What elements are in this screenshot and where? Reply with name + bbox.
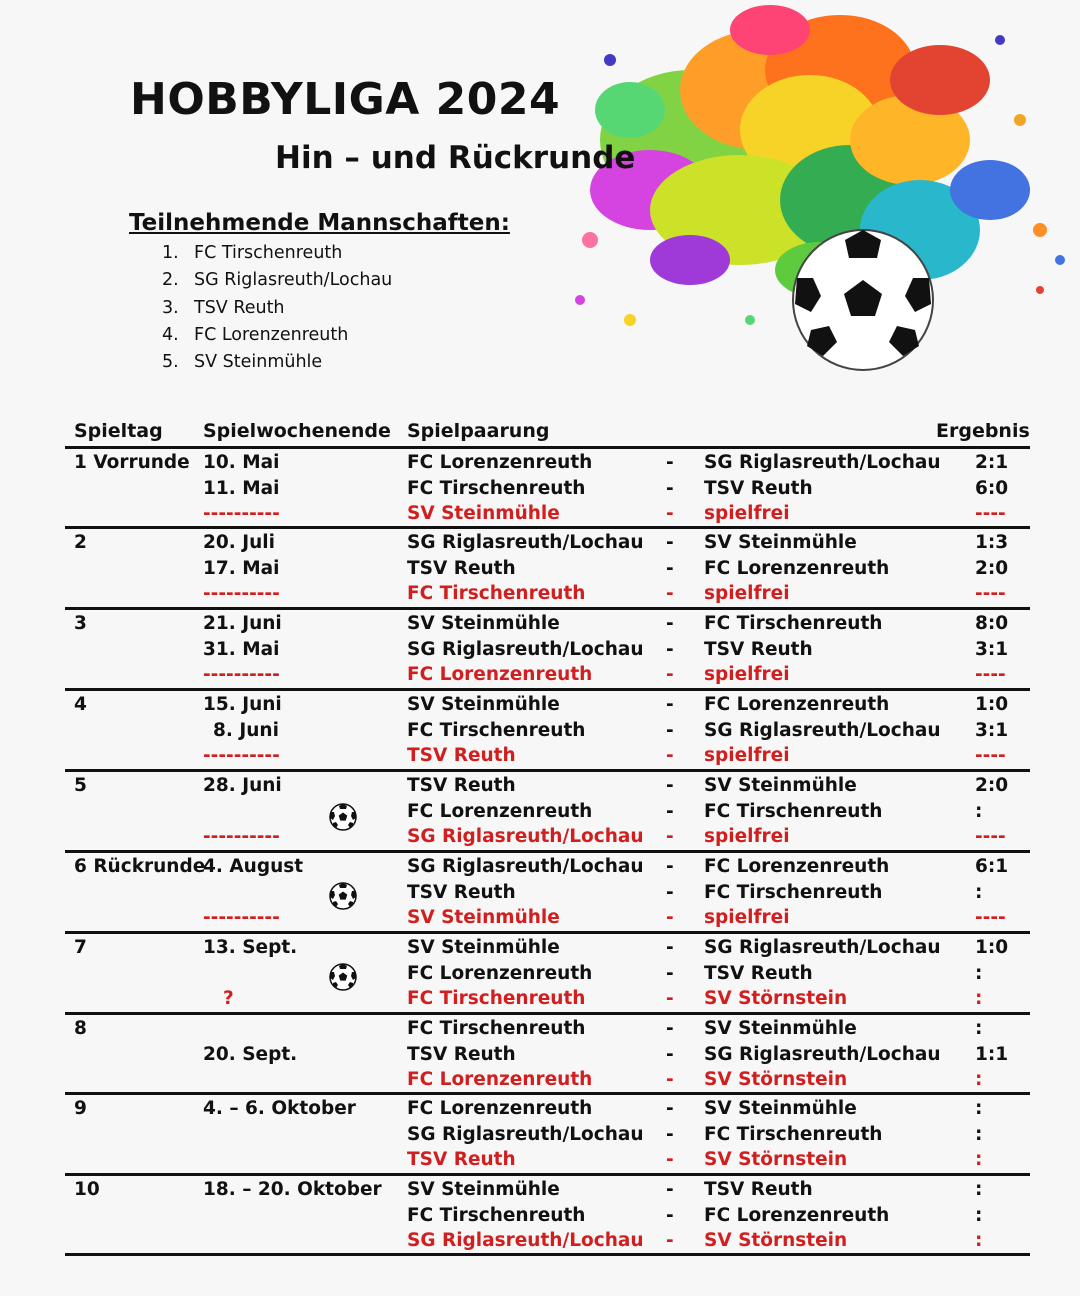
match-result: ---- bbox=[975, 664, 1006, 685]
pairing-separator: - bbox=[666, 775, 674, 796]
header-wochenende: Spielwochenende bbox=[203, 420, 391, 442]
match-date: ? bbox=[223, 988, 234, 1009]
team-name: FC Tirschenreuth bbox=[194, 243, 343, 263]
pairing-separator: - bbox=[666, 583, 674, 604]
match-date: ---------- bbox=[203, 745, 280, 766]
home-team: FC Tirschenreuth bbox=[407, 583, 586, 604]
match-row bbox=[0, 824, 1080, 850]
match-row bbox=[0, 556, 1080, 582]
matchday-block bbox=[0, 1177, 1080, 1255]
match-row bbox=[0, 1147, 1080, 1173]
matchday-block bbox=[0, 935, 1080, 1013]
matchday-block bbox=[0, 692, 1080, 770]
home-team: FC Tirschenreuth bbox=[407, 1204, 586, 1226]
teams-list bbox=[162, 240, 392, 376]
match-result: : bbox=[975, 1230, 983, 1251]
team-item bbox=[162, 349, 392, 376]
matchday-label: 7 bbox=[74, 937, 87, 958]
match-row bbox=[0, 637, 1080, 663]
home-team: TSV Reuth bbox=[407, 1043, 516, 1065]
home-team: FC Tirschenreuth bbox=[407, 988, 586, 1009]
pairing-separator: - bbox=[666, 856, 674, 877]
pairing-separator: - bbox=[666, 962, 674, 984]
pairing-separator: - bbox=[666, 503, 674, 524]
match-row bbox=[0, 880, 1080, 906]
match-row bbox=[0, 662, 1080, 688]
away-team: SG Riglasreuth/Lochau bbox=[704, 452, 941, 473]
home-team: SG Riglasreuth/Lochau bbox=[407, 826, 644, 847]
home-team: TSV Reuth bbox=[407, 881, 516, 903]
away-team: FC Lorenzenreuth bbox=[704, 694, 890, 715]
soccer-ball-icon bbox=[329, 963, 357, 991]
pairing-separator: - bbox=[666, 1179, 674, 1200]
home-team: SV Steinmühle bbox=[407, 907, 560, 928]
match-row bbox=[0, 718, 1080, 744]
pairing-separator: - bbox=[666, 557, 674, 579]
team-number: 2. bbox=[162, 270, 179, 291]
match-result: 3:1 bbox=[975, 719, 1009, 741]
matchday-label: 8 bbox=[74, 1018, 87, 1039]
teams-heading: Teilnehmende Mannschaften: bbox=[129, 210, 510, 236]
match-row bbox=[0, 1228, 1080, 1254]
away-team: spielfrei bbox=[704, 826, 790, 847]
header-spieltag: Spieltag bbox=[74, 420, 163, 442]
pairing-separator: - bbox=[666, 532, 674, 553]
pairing-separator: - bbox=[666, 477, 674, 499]
pairing-separator: - bbox=[666, 800, 674, 822]
away-team: SV Störnstein bbox=[704, 1230, 848, 1251]
match-date: 13. Sept. bbox=[203, 937, 298, 958]
away-team: FC Lorenzenreuth bbox=[704, 557, 890, 579]
team-name: TSV Reuth bbox=[194, 297, 285, 318]
match-date: 15. Juni bbox=[203, 694, 282, 715]
match-row bbox=[0, 1122, 1080, 1148]
pairing-separator: - bbox=[666, 1018, 674, 1039]
soccer-ball-icon bbox=[329, 803, 357, 831]
home-team: FC Lorenzenreuth bbox=[407, 1098, 593, 1119]
team-number: 3. bbox=[162, 297, 179, 318]
match-date: ---------- bbox=[203, 583, 280, 604]
team-number: 1. bbox=[162, 243, 179, 263]
match-date: 11. Mai bbox=[203, 477, 280, 499]
matchday-label: 9 bbox=[74, 1098, 87, 1119]
match-result: ---- bbox=[975, 745, 1006, 766]
table-header bbox=[74, 420, 1034, 446]
away-team: SV Störnstein bbox=[704, 1069, 848, 1090]
home-team: SV Steinmühle bbox=[407, 613, 560, 634]
pairing-separator: - bbox=[666, 1123, 674, 1145]
match-result: : bbox=[975, 1069, 983, 1090]
away-team: SV Störnstein bbox=[704, 988, 848, 1009]
match-row bbox=[0, 743, 1080, 769]
match-result: : bbox=[975, 1018, 983, 1039]
match-date: ---------- bbox=[203, 907, 280, 928]
away-team: SG Riglasreuth/Lochau bbox=[704, 937, 941, 958]
matchday-block bbox=[0, 854, 1080, 932]
page-title: HOBBYLIGA 2024 bbox=[130, 74, 561, 125]
pairing-separator: - bbox=[666, 613, 674, 634]
pairing-separator: - bbox=[666, 937, 674, 958]
match-row bbox=[0, 986, 1080, 1012]
match-result: : bbox=[975, 1098, 983, 1119]
match-result: : bbox=[975, 1149, 983, 1170]
pairing-separator: - bbox=[666, 1204, 674, 1226]
match-result: 2:0 bbox=[975, 557, 1009, 579]
match-result: 2:1 bbox=[975, 452, 1009, 473]
match-date: 20. Juli bbox=[203, 532, 275, 553]
away-team: FC Tirschenreuth bbox=[704, 613, 883, 634]
team-name: SV Steinmühle bbox=[194, 352, 323, 373]
home-team: TSV Reuth bbox=[407, 557, 516, 579]
match-date: 18. – 20. Oktober bbox=[203, 1179, 382, 1200]
away-team: TSV Reuth bbox=[704, 1179, 813, 1200]
match-result: : bbox=[975, 1123, 983, 1145]
match-result: 3:1 bbox=[975, 638, 1009, 660]
match-result: : bbox=[975, 1179, 983, 1200]
pairing-separator: - bbox=[666, 1069, 674, 1090]
match-date: 31. Mai bbox=[203, 638, 280, 660]
pairing-separator: - bbox=[666, 452, 674, 473]
match-result: : bbox=[975, 962, 983, 984]
match-row bbox=[0, 501, 1080, 527]
home-team: FC Tirschenreuth bbox=[407, 719, 586, 741]
match-result: 1:1 bbox=[975, 1043, 1009, 1065]
match-row bbox=[0, 1177, 1080, 1203]
away-team: SV Steinmühle bbox=[704, 532, 857, 553]
match-row bbox=[0, 1042, 1080, 1068]
match-result: 1:3 bbox=[975, 532, 1009, 553]
team-name: SG Riglasreuth/Lochau bbox=[194, 270, 393, 291]
away-team: SV Störnstein bbox=[704, 1149, 848, 1170]
home-team: SV Steinmühle bbox=[407, 937, 560, 958]
table-divider bbox=[65, 446, 1030, 449]
away-team: SV Steinmühle bbox=[704, 1018, 857, 1039]
away-team: spielfrei bbox=[704, 503, 790, 524]
away-team: spielfrei bbox=[704, 583, 790, 604]
match-row bbox=[0, 611, 1080, 637]
pairing-separator: - bbox=[666, 1230, 674, 1251]
home-team: FC Lorenzenreuth bbox=[407, 800, 593, 822]
pairing-separator: - bbox=[666, 1098, 674, 1119]
home-team: SV Steinmühle bbox=[407, 503, 560, 524]
matchday-block bbox=[0, 773, 1080, 851]
away-team: spielfrei bbox=[704, 664, 790, 685]
away-team: FC Lorenzenreuth bbox=[704, 1204, 890, 1226]
match-date: 4. – 6. Oktober bbox=[203, 1098, 356, 1119]
away-team: FC Tirschenreuth bbox=[704, 1123, 883, 1145]
pairing-separator: - bbox=[666, 719, 674, 741]
paint-splash-icon bbox=[520, 0, 1080, 380]
home-team: SG Riglasreuth/Lochau bbox=[407, 1123, 644, 1145]
match-row bbox=[0, 961, 1080, 987]
match-date: 4. August bbox=[203, 856, 304, 877]
matchday-label: 6 Rückrunde bbox=[74, 856, 206, 877]
pairing-separator: - bbox=[666, 694, 674, 715]
pairing-separator: - bbox=[666, 1149, 674, 1170]
home-team: FC Tirschenreuth bbox=[407, 477, 586, 499]
home-team: SV Steinmühle bbox=[407, 694, 560, 715]
home-team: SV Steinmühle bbox=[407, 1179, 560, 1200]
pairing-separator: - bbox=[666, 638, 674, 660]
header-paarung: Spielpaarung bbox=[407, 420, 550, 442]
match-result: 1:0 bbox=[975, 937, 1009, 958]
matchday-block bbox=[0, 530, 1080, 608]
match-row bbox=[0, 1096, 1080, 1122]
match-date: ---------- bbox=[203, 826, 280, 847]
home-team: SG Riglasreuth/Lochau bbox=[407, 1230, 644, 1251]
home-team: TSV Reuth bbox=[407, 745, 516, 766]
home-team: SG Riglasreuth/Lochau bbox=[407, 856, 644, 877]
pairing-separator: - bbox=[666, 881, 674, 903]
home-team: TSV Reuth bbox=[407, 775, 516, 796]
home-team: FC Lorenzenreuth bbox=[407, 962, 593, 984]
match-row bbox=[0, 450, 1080, 476]
away-team: spielfrei bbox=[704, 907, 790, 928]
match-row bbox=[0, 1016, 1080, 1042]
match-row bbox=[0, 476, 1080, 502]
match-row bbox=[0, 905, 1080, 931]
home-team: FC Lorenzenreuth bbox=[407, 452, 593, 473]
away-team: TSV Reuth bbox=[704, 962, 813, 984]
away-team: SV Steinmühle bbox=[704, 775, 857, 796]
away-team: spielfrei bbox=[704, 745, 790, 766]
away-team: SG Riglasreuth/Lochau bbox=[704, 719, 941, 741]
soccer-ball-icon bbox=[329, 882, 357, 910]
header-ergebnis: Ergebnis bbox=[936, 420, 1030, 442]
matchday-block bbox=[0, 1096, 1080, 1174]
away-team: TSV Reuth bbox=[704, 638, 813, 660]
team-number: 5. bbox=[162, 352, 179, 373]
pairing-separator: - bbox=[666, 988, 674, 1009]
away-team: FC Lorenzenreuth bbox=[704, 856, 890, 877]
match-result: ---- bbox=[975, 826, 1006, 847]
match-result: 1:0 bbox=[975, 694, 1009, 715]
match-result: 6:1 bbox=[975, 856, 1009, 877]
match-row bbox=[0, 854, 1080, 880]
matchday-label: 4 bbox=[74, 694, 87, 715]
match-date: 21. Juni bbox=[203, 613, 282, 634]
matchday-label: 5 bbox=[74, 775, 87, 796]
match-date: 8. Juni bbox=[213, 719, 279, 741]
match-date: 28. Juni bbox=[203, 775, 282, 796]
team-item bbox=[162, 240, 392, 267]
pairing-separator: - bbox=[666, 907, 674, 928]
matchday-block bbox=[0, 450, 1080, 528]
match-row bbox=[0, 935, 1080, 961]
away-team: FC Tirschenreuth bbox=[704, 881, 883, 903]
home-team: FC Tirschenreuth bbox=[407, 1018, 586, 1039]
match-result: : bbox=[975, 881, 983, 903]
match-result: ---- bbox=[975, 583, 1006, 604]
match-result: : bbox=[975, 1204, 983, 1226]
team-item bbox=[162, 267, 392, 294]
home-team: FC Lorenzenreuth bbox=[407, 664, 593, 685]
match-result: 6:0 bbox=[975, 477, 1009, 499]
match-result: 2:0 bbox=[975, 775, 1009, 796]
matchday-label: 1 Vorrunde bbox=[74, 452, 190, 473]
match-row bbox=[0, 799, 1080, 825]
match-row bbox=[0, 530, 1080, 556]
match-row bbox=[0, 581, 1080, 607]
pairing-separator: - bbox=[666, 826, 674, 847]
home-team: TSV Reuth bbox=[407, 1149, 516, 1170]
match-result: 8:0 bbox=[975, 613, 1009, 634]
match-row bbox=[0, 1067, 1080, 1093]
home-team: FC Lorenzenreuth bbox=[407, 1069, 593, 1090]
match-row bbox=[0, 773, 1080, 799]
match-result: : bbox=[975, 800, 983, 822]
matchday-label: 3 bbox=[74, 613, 87, 634]
home-team: SG Riglasreuth/Lochau bbox=[407, 638, 644, 660]
match-date: 17. Mai bbox=[203, 557, 280, 579]
page-subtitle: Hin – und Rückrunde bbox=[275, 140, 636, 176]
away-team: SV Steinmühle bbox=[704, 1098, 857, 1119]
team-name: FC Lorenzenreuth bbox=[194, 324, 349, 345]
matchday-label: 10 bbox=[74, 1179, 100, 1200]
pairing-separator: - bbox=[666, 1043, 674, 1065]
away-team: SG Riglasreuth/Lochau bbox=[704, 1043, 941, 1065]
pairing-separator: - bbox=[666, 664, 674, 685]
team-item bbox=[162, 322, 392, 349]
match-result: : bbox=[975, 988, 983, 1009]
pairing-separator: - bbox=[666, 745, 674, 766]
match-result: ---- bbox=[975, 907, 1006, 928]
match-date: 20. Sept. bbox=[203, 1043, 298, 1065]
home-team: SG Riglasreuth/Lochau bbox=[407, 532, 644, 553]
away-team: FC Tirschenreuth bbox=[704, 800, 883, 822]
match-row bbox=[0, 1203, 1080, 1229]
match-result: ---- bbox=[975, 503, 1006, 524]
matchday-label: 2 bbox=[74, 532, 87, 553]
team-item bbox=[162, 295, 392, 322]
team-number: 4. bbox=[162, 324, 179, 345]
match-row bbox=[0, 692, 1080, 718]
matchday-block bbox=[0, 1016, 1080, 1094]
away-team: TSV Reuth bbox=[704, 477, 813, 499]
match-date: ---------- bbox=[203, 664, 280, 685]
match-date: 10. Mai bbox=[203, 452, 280, 473]
match-date: ---------- bbox=[203, 503, 280, 524]
matchday-block bbox=[0, 611, 1080, 689]
